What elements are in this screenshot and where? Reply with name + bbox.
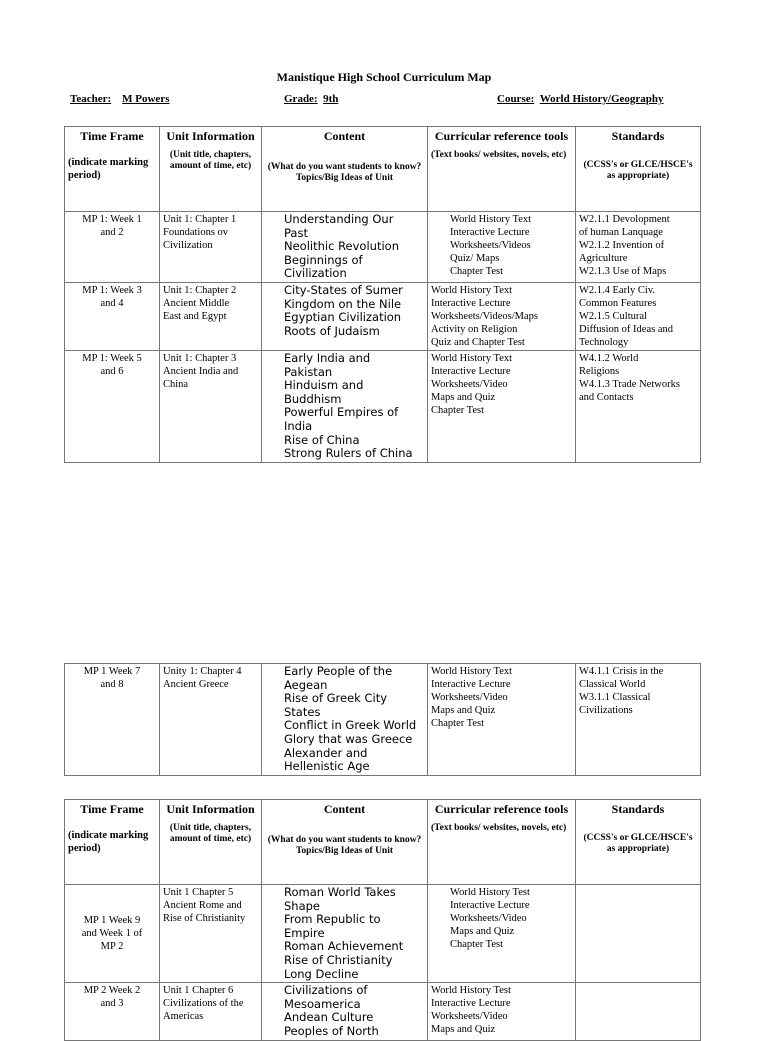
cell-time-frame-line: and Week 1 of <box>81 928 143 940</box>
cell-time-frame <box>65 983 160 1040</box>
cell-unit-information-line: Rise of Christianity <box>163 913 246 924</box>
header-standards-sub: (CCSS's or GLCE/HSCE's as appropriate) <box>583 160 693 181</box>
header-time-frame <box>65 127 160 212</box>
cell-reference-tools-line: World History Test <box>431 985 511 997</box>
cell-content-line: Civilizations of <box>284 983 368 998</box>
header-standards-title: Standards <box>611 129 665 143</box>
cell-time-frame <box>65 664 160 776</box>
cell-standards <box>576 212 701 283</box>
cell-unit-information-line: Unity 1: Chapter 4 <box>163 666 242 677</box>
cell-unit-information-line: Foundations ov <box>163 227 229 238</box>
cell-standards-line: Civilizations <box>579 705 633 716</box>
cell-content-line: Empire <box>284 925 325 940</box>
cell-content-line: Long Decline <box>284 966 359 981</box>
cell-standards-line: W4.1.2 World <box>579 352 639 364</box>
cell-standards-line: Diffusion of Ideas and <box>579 323 673 335</box>
cell-reference-tools-line: Maps and Quiz <box>450 926 515 937</box>
cell-standards-line: W4.1.1 Crisis in the <box>579 666 664 677</box>
cell-unit-information-line: Unit 1: Chapter 2 <box>163 284 237 296</box>
grade-value: 9th <box>323 93 339 105</box>
table-row <box>65 664 701 776</box>
cell-standards-line: W2.1.2 Invention of <box>579 240 665 251</box>
cell-time-frame <box>65 885 160 983</box>
cell-content-line: Understanding Our <box>284 212 394 226</box>
cell-content-line: Buddhism <box>284 391 342 406</box>
cell-time-frame-line: MP 1 Week 7 <box>83 666 141 677</box>
cell-unit-information-line: Civilization <box>163 240 213 251</box>
cell-content-line: Past <box>284 225 308 240</box>
cell-standards-line: Technology <box>579 336 629 348</box>
cell-reference-tools-line: Interactive Lecture <box>431 365 511 377</box>
header-time-frame-title: Time Frame <box>80 802 144 816</box>
table-row <box>65 983 701 1040</box>
cell-unit-information-line: Unit 1 Chapter 5 <box>163 887 234 898</box>
cell-unit-information-line: Unit 1: Chapter 1 <box>163 214 237 225</box>
cell-reference-tools-line: Worksheets/Videos/Maps <box>431 310 539 322</box>
cell-reference-tools-line: World History Text <box>450 214 532 225</box>
cell-content-line: Civilization <box>284 266 347 281</box>
cell-content-line: Roots of Judaism <box>284 323 380 338</box>
cell-content-line: Alexander and <box>284 745 368 760</box>
header-content-title: Content <box>323 129 366 143</box>
header-tools-sub: (Text books/ websites, novels, etc) <box>431 823 567 833</box>
grade-field <box>284 93 338 105</box>
header-time-frame-sub: (indicate marking period) <box>68 830 149 854</box>
grade-label: Grade: <box>284 93 318 105</box>
cell-standards-line: W2.1.1 Devolopment <box>579 214 670 225</box>
teacher-field <box>70 93 169 105</box>
cell-time-frame <box>65 350 160 462</box>
header-content <box>262 127 428 212</box>
cell-content-line: Glory that was Greece <box>284 731 413 746</box>
cell-unit-information-line: Ancient Middle <box>163 297 230 309</box>
cell-content-line: Rise of Christianity <box>284 952 393 967</box>
cell-reference-tools <box>428 983 576 1040</box>
cell-content-line: Hellenistic Age <box>284 759 370 774</box>
header-tools-title: Curricular reference tools <box>434 802 569 816</box>
cell-reference-tools-line: Chapter Test <box>450 939 504 950</box>
cell-time-frame-line: MP 1: Week 5 <box>82 352 142 364</box>
header-tools-title: Curricular reference tools <box>434 129 569 143</box>
cell-standards-line: Religions <box>579 365 620 377</box>
cell-content-line: Rise of China <box>284 432 360 447</box>
header-time-frame <box>65 800 160 885</box>
cell-standards-line: of human Lanquage <box>579 227 663 238</box>
cell-content-line: Egyptian Civilization <box>284 310 402 325</box>
table-header-row <box>65 800 701 885</box>
cell-unit-information <box>160 664 262 776</box>
cell-unit-information-line: Unit 1: Chapter 3 <box>163 352 237 364</box>
header-content <box>262 800 428 885</box>
cell-reference-tools-line: Interactive Lecture <box>431 998 511 1010</box>
cell-unit-information-line: Ancient Rome and <box>163 900 242 911</box>
table-row <box>65 212 701 283</box>
cell-reference-tools-line: Quiz and Chapter Test <box>431 336 525 348</box>
cell-time-frame-line: MP 2 Week 2 <box>83 985 141 997</box>
cell-standards-line: Classical World <box>579 679 646 690</box>
curriculum-table-2 <box>64 663 701 776</box>
cell-time-frame-line: and 3 <box>100 998 124 1010</box>
cell-unit-information <box>160 212 262 283</box>
table-row <box>65 282 701 350</box>
cell-content-line: Powerful Empires of <box>284 405 399 420</box>
cell-standards <box>576 885 701 983</box>
cell-standards <box>576 282 701 350</box>
cell-content <box>262 212 428 283</box>
cell-time-frame-line: and 4 <box>100 297 124 309</box>
cell-reference-tools-line: World History Text <box>431 352 513 364</box>
cell-content-line: City-States of Sumer <box>284 282 403 297</box>
cell-reference-tools <box>428 212 576 283</box>
cell-reference-tools-line: Interactive Lecture <box>450 227 530 238</box>
table-row <box>65 350 701 462</box>
cell-content-line: Beginnings of <box>284 252 363 267</box>
teacher-label: Teacher: <box>70 93 112 105</box>
header-content-sub: (What do you want students to know? Topics/Big Ideas of Unit <box>267 162 422 183</box>
cell-unit-information <box>160 983 262 1040</box>
cell-standards <box>576 983 701 1040</box>
cell-content-line: States <box>284 704 321 719</box>
cell-content-line: Mesoamerica <box>284 996 361 1011</box>
cell-content-line: Roman Achievement <box>284 939 404 954</box>
cell-reference-tools-line: Interactive Lecture <box>450 900 530 911</box>
cell-reference-tools-line: Quiz/ Maps <box>450 253 500 264</box>
header-standards <box>576 800 701 885</box>
cell-content-line: Roman World Takes <box>284 885 396 899</box>
header-tools <box>428 800 576 885</box>
header-unit-sub: (Unit title, chapters, amount of time, etc) <box>169 823 252 844</box>
cell-standards-line: W3.1.1 Classical <box>579 692 651 703</box>
cell-unit-information <box>160 282 262 350</box>
cell-reference-tools <box>428 282 576 350</box>
cell-reference-tools-line: Chapter Test <box>431 404 485 416</box>
cell-standards <box>576 350 701 462</box>
cell-time-frame-line: and 2 <box>100 227 124 238</box>
cell-reference-tools-line: World History Text <box>431 284 513 296</box>
header-unit <box>160 800 262 885</box>
cell-reference-tools-line: Interactive Lecture <box>431 297 511 309</box>
cell-content-line: Pakistan <box>284 364 333 379</box>
header-tools <box>428 127 576 212</box>
cell-unit-information-line: Ancient India and <box>163 365 239 377</box>
cell-content-line: Peoples of North <box>284 1023 379 1038</box>
cell-reference-tools-line: Activity on Religion <box>431 323 518 335</box>
cell-content-line: From Republic to <box>284 912 381 927</box>
cell-standards-line: Agriculture <box>579 253 628 264</box>
table-header-row <box>65 127 701 212</box>
cell-content-line: Rise of Greek City <box>284 691 388 706</box>
cell-unit-information <box>160 350 262 462</box>
course-value: World History/Geography <box>539 93 664 105</box>
cell-reference-tools-line: Maps and Quiz <box>431 1024 496 1036</box>
table-row <box>65 885 701 983</box>
header-content-sub: (What do you want students to know? Topics/Big Ideas of Unit <box>267 835 422 856</box>
cell-time-frame-line: and 8 <box>100 679 124 690</box>
cell-standards-line: Common Features <box>579 297 657 309</box>
cell-content <box>262 282 428 350</box>
header-tools-sub: (Text books/ websites, novels, etc) <box>431 150 567 160</box>
cell-reference-tools-line: Worksheets/Videos <box>450 240 531 251</box>
course-field <box>497 93 664 105</box>
cell-unit-information-line: Civilizations of the <box>163 998 244 1010</box>
cell-time-frame-line: MP 1: Week 3 <box>82 284 142 296</box>
cell-content-line: Strong Rulers of China <box>284 446 413 461</box>
cell-content-line: Hinduism and <box>284 378 364 393</box>
cell-unit-information-line: Americas <box>163 1011 204 1023</box>
cell-unit-information-line: Unit 1 Chapter 6 <box>163 985 234 997</box>
cell-reference-tools-line: World History Test <box>450 887 530 898</box>
cell-reference-tools-line: Chapter Test <box>450 266 504 277</box>
cell-content-line: Kingdom on the Nile <box>284 296 402 311</box>
document-title: Manistique High School Curriculum Map <box>276 70 492 84</box>
course-label: Course: <box>497 93 535 105</box>
cell-content-line: Neolithic Revolution <box>284 239 399 254</box>
cell-unit-information-line: Ancient Greece <box>163 679 229 690</box>
cell-reference-tools <box>428 664 576 776</box>
cell-standards-line: W4.1.3 Trade Networks <box>579 378 680 390</box>
cell-content <box>262 885 428 983</box>
cell-content <box>262 983 428 1040</box>
cell-content-line: Aegean <box>284 677 328 692</box>
cell-unit-information-line: East and Egypt <box>163 310 227 322</box>
cell-standards <box>576 664 701 776</box>
cell-time-frame-line: and 6 <box>100 365 124 377</box>
cell-standards-line: W2.1.4 Early Civ. <box>579 284 656 296</box>
header-standards-title: Standards <box>611 802 665 816</box>
cell-content-line: Shape <box>284 898 321 913</box>
teacher-value: M Powers <box>122 93 170 105</box>
cell-time-frame-line: MP 1 Week 9 <box>83 915 141 927</box>
cell-content <box>262 350 428 462</box>
cell-content-line: Early India and <box>284 350 371 365</box>
cell-standards-line: W2.1.5 Cultural <box>579 310 647 322</box>
cell-reference-tools-line: Chapter Test <box>431 718 485 729</box>
cell-time-frame-line: MP 1: Week 1 <box>82 214 142 225</box>
cell-content-line: Early People of the <box>284 664 393 678</box>
header-unit-sub: (Unit title, chapters, amount of time, etc) <box>169 150 252 171</box>
curriculum-table-1 <box>64 126 701 463</box>
cell-content-line: Andean Culture <box>284 1010 374 1025</box>
cell-unit-information-line: China <box>163 378 189 390</box>
header-time-frame-sub: (indicate marking period) <box>68 157 149 181</box>
cell-reference-tools <box>428 885 576 983</box>
cell-time-frame-line: MP 2 <box>100 941 124 953</box>
cell-standards-line: and Contacts <box>579 391 634 403</box>
cell-reference-tools-line: Maps and Quiz <box>431 705 496 716</box>
cell-content <box>262 664 428 776</box>
cell-reference-tools-line: Interactive Lecture <box>431 679 511 690</box>
header-time-frame-title: Time Frame <box>80 129 144 143</box>
header-standards-sub: (CCSS's or GLCE/HSCE's as appropriate) <box>583 833 693 854</box>
cell-reference-tools-line: Worksheets/Video <box>431 378 508 390</box>
cell-time-frame <box>65 282 160 350</box>
cell-time-frame <box>65 212 160 283</box>
curriculum-table-3 <box>64 799 701 1041</box>
cell-reference-tools-line: Maps and Quiz <box>431 391 496 403</box>
cell-reference-tools-line: Worksheets/Video <box>431 692 508 703</box>
cell-standards-line: W2.1.3 Use of Maps <box>579 266 667 277</box>
cell-reference-tools-line: Worksheets/Video <box>450 913 527 924</box>
header-content-title: Content <box>323 802 366 816</box>
header-standards <box>576 127 701 212</box>
cell-reference-tools-line: World History Text <box>431 666 513 677</box>
cell-content-line: India <box>284 418 313 433</box>
header-unit-title: Unit Information <box>166 129 255 143</box>
cell-reference-tools <box>428 350 576 462</box>
cell-reference-tools-line: Worksheets/Video <box>431 1011 508 1023</box>
cell-content-line: Conflict in Greek World <box>284 718 417 733</box>
header-unit-title: Unit Information <box>166 802 255 816</box>
cell-unit-information <box>160 885 262 983</box>
header-unit <box>160 127 262 212</box>
